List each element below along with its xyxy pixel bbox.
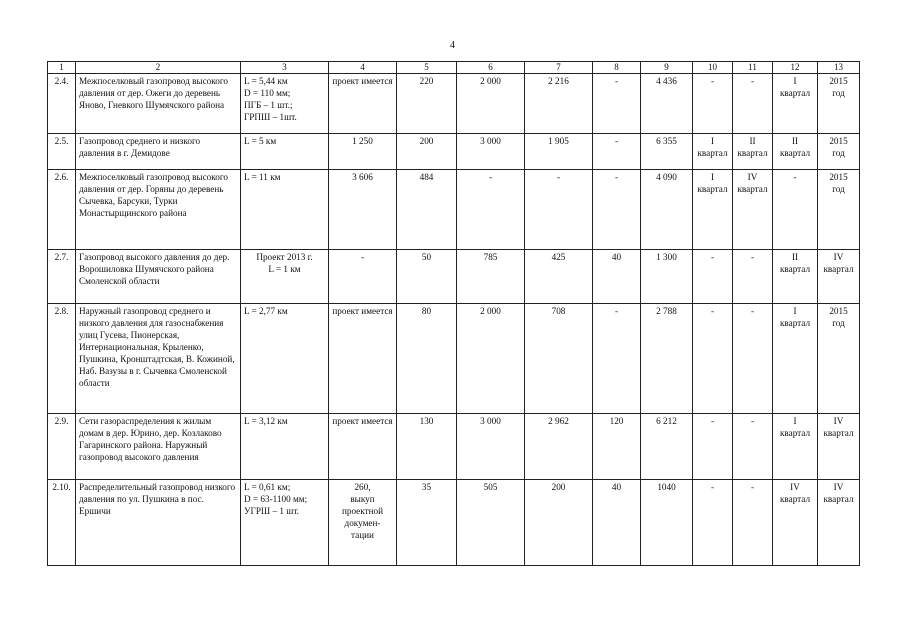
table-cell-num: 2.10. — [48, 480, 76, 566]
table-cell-c9: 4 436 — [641, 74, 693, 134]
table-cell-params: L = 11 км — [241, 170, 329, 250]
table-row — [48, 250, 860, 304]
table-cell-name: Наружный газопровод среднего и низкого давления для газоснабжения улиц Гусева, Пионерская, Интернациональная, Крыленко, Пушкина, Кронштадтская, В. Кожиной, Наб. Вазузы в г. Сычевка Смоленской области — [76, 304, 241, 414]
table-cell-c11: - — [733, 414, 773, 480]
table-cell-c10: - — [693, 74, 733, 134]
table-header-row — [48, 62, 860, 74]
table-cell-c9: 6 212 — [641, 414, 693, 480]
table-cell-c11: II квартал — [733, 134, 773, 170]
table-cell-c12: II квартал — [773, 250, 818, 304]
table-cell-c4: 1 250 — [329, 134, 397, 170]
table-cell-c9: 1040 — [641, 480, 693, 566]
table-cell-c13: 2015 год — [818, 134, 860, 170]
table-cell-c9: 2 788 — [641, 304, 693, 414]
column-header-11: 11 — [733, 62, 773, 74]
table-cell-c5: 80 — [397, 304, 457, 414]
table-cell-c13: IV квартал — [818, 250, 860, 304]
table-row — [48, 134, 860, 170]
table-cell-c7: 2 962 — [525, 414, 593, 480]
table-row — [48, 414, 860, 480]
table-row — [48, 74, 860, 134]
table-cell-params: L = 5,44 км D = 110 мм; ПГБ – 1 шт.; ГРПШ – 1шт. — [241, 74, 329, 134]
table-cell-num: 2.4. — [48, 74, 76, 134]
table-cell-c6: 505 — [457, 480, 525, 566]
table-cell-c6: 3 000 — [457, 134, 525, 170]
table-cell-c6: 785 — [457, 250, 525, 304]
table-cell-params: L = 5 км — [241, 134, 329, 170]
table-cell-c13: IV квартал — [818, 414, 860, 480]
table-cell-name: Межпоселковый газопровод высокого давления от дер. Горяны до деревень Сычевка, Барсуки, Турки Монастырщинского района — [76, 170, 241, 250]
table-cell-c5: 130 — [397, 414, 457, 480]
table-cell-name: Газопровод высокого давления до дер. Ворошиловка Шумячского района Смоленской области — [76, 250, 241, 304]
table-cell-c11: - — [733, 304, 773, 414]
table-cell-c5: 35 — [397, 480, 457, 566]
table-cell-name: Сети газораспределения к жилым домам в дер. Юрино, дер. Козлаково Гагаринского района. Наружный газопровод высокого давления — [76, 414, 241, 480]
table-row — [48, 170, 860, 250]
column-header-6: 6 — [457, 62, 525, 74]
table-cell-c9: 4 090 — [641, 170, 693, 250]
table-cell-c13: 2015 год — [818, 304, 860, 414]
table-cell-c10: - — [693, 304, 733, 414]
table-cell-c5: 220 — [397, 74, 457, 134]
table-cell-c9: 6 355 — [641, 134, 693, 170]
column-header-8: 8 — [593, 62, 641, 74]
table-cell-num: 2.9. — [48, 414, 76, 480]
table-cell-c12: I квартал — [773, 414, 818, 480]
table-cell-name: Газопровод среднего и низкого давления в г. Демидове — [76, 134, 241, 170]
table-cell-c7: 1 905 — [525, 134, 593, 170]
table-cell-c7: 425 — [525, 250, 593, 304]
column-header-4: 4 — [329, 62, 397, 74]
table-cell-c11: IV квартал — [733, 170, 773, 250]
table-cell-c8: - — [593, 74, 641, 134]
table-cell-c12: II квартал — [773, 134, 818, 170]
table-cell-c4: - — [329, 250, 397, 304]
table-cell-c8: - — [593, 170, 641, 250]
table-cell-c10: - — [693, 414, 733, 480]
table-row — [48, 480, 860, 566]
table-cell-c13: 2015 год — [818, 170, 860, 250]
table-cell-num: 2.7. — [48, 250, 76, 304]
table-cell-c10: I квартал — [693, 170, 733, 250]
table-cell-c7: 200 — [525, 480, 593, 566]
table-cell-c5: 200 — [397, 134, 457, 170]
table-cell-c12: - — [773, 170, 818, 250]
table-cell-c7: 2 216 — [525, 74, 593, 134]
table-cell-name: Распределительный газопровод низкого давления по ул. Пушкина в пос. Ершичи — [76, 480, 241, 566]
table-cell-num: 2.5. — [48, 134, 76, 170]
table-row — [48, 304, 860, 414]
table-cell-c11: - — [733, 250, 773, 304]
page-number: 4 — [450, 40, 455, 51]
table-cell-c7: - — [525, 170, 593, 250]
column-header-2: 2 — [76, 62, 241, 74]
column-header-7: 7 — [525, 62, 593, 74]
table-cell-c9: 1 300 — [641, 250, 693, 304]
table-cell-c12: I квартал — [773, 304, 818, 414]
table-cell-params: L = 0,61 км; D = 63-1100 мм; УГРШ – 1 шт. — [241, 480, 329, 566]
table-cell-c4: проект имеется — [329, 414, 397, 480]
table-cell-c8: 40 — [593, 250, 641, 304]
column-header-9: 9 — [641, 62, 693, 74]
table-cell-c4: проект имеется — [329, 304, 397, 414]
table-cell-c4: проект имеется — [329, 74, 397, 134]
column-header-5: 5 — [397, 62, 457, 74]
table-cell-c6: 2 000 — [457, 304, 525, 414]
table-cell-c7: 708 — [525, 304, 593, 414]
table-cell-num: 2.6. — [48, 170, 76, 250]
works-table — [47, 61, 860, 566]
table-cell-c4: 260, выкуп проектной докумен- тации — [329, 480, 397, 566]
table-cell-params: L = 3,12 км — [241, 414, 329, 480]
table-cell-params: L = 2,77 км — [241, 304, 329, 414]
table-body — [48, 74, 860, 566]
table-cell-c12: IV квартал — [773, 480, 818, 566]
table-cell-c13: 2015 год — [818, 74, 860, 134]
table-cell-c6: - — [457, 170, 525, 250]
table-cell-c12: I квартал — [773, 74, 818, 134]
table-cell-c11: - — [733, 480, 773, 566]
table-cell-c10: I квартал — [693, 134, 733, 170]
table-cell-c8: 40 — [593, 480, 641, 566]
table-cell-c10: - — [693, 250, 733, 304]
table-cell-c10: - — [693, 480, 733, 566]
table-cell-name: Межпоселковый газопровод высокого давления от дер. Ожеги до деревень Яново, Гневкого Шумячского района — [76, 74, 241, 134]
table-cell-c5: 50 — [397, 250, 457, 304]
column-header-3: 3 — [241, 62, 329, 74]
column-header-13: 13 — [818, 62, 860, 74]
column-header-10: 10 — [693, 62, 733, 74]
table-cell-params: Проект 2013 г. L = 1 км — [241, 250, 329, 304]
column-header-1: 1 — [48, 62, 76, 74]
table-cell-c8: - — [593, 134, 641, 170]
table-cell-c6: 2 000 — [457, 74, 525, 134]
table-cell-c5: 484 — [397, 170, 457, 250]
table-cell-c8: - — [593, 304, 641, 414]
table-cell-num: 2.8. — [48, 304, 76, 414]
table-cell-c13: IV квартал — [818, 480, 860, 566]
table-cell-c11: - — [733, 74, 773, 134]
column-header-12: 12 — [773, 62, 818, 74]
table-cell-c4: 3 606 — [329, 170, 397, 250]
table-cell-c8: 120 — [593, 414, 641, 480]
table-cell-c6: 3 000 — [457, 414, 525, 480]
